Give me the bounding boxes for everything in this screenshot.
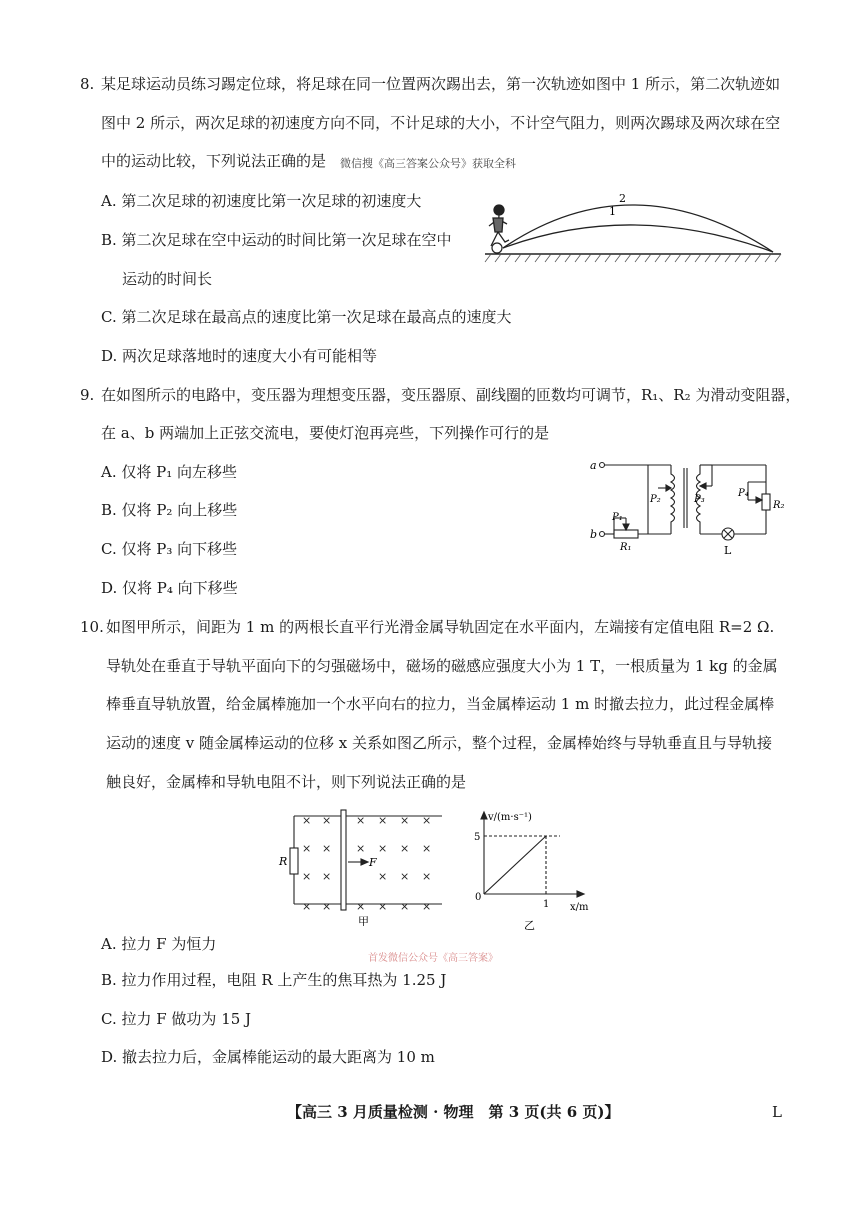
svg-text:×: × [322, 842, 332, 855]
q10-stem-line3: 棒垂直导轨放置，给金属棒施加一个水平向右的拉力，当金属棒运动 1 m 时撤去拉力，此过程金属棒 [106, 695, 775, 713]
terminal-b-label: b [590, 528, 598, 541]
q8-stem-line3: 中的运动比较，下列说法正确的是 [101, 152, 327, 170]
force-f-label: F [369, 856, 377, 869]
q10-option-d: D. 撤去拉力后，金属棒能运动的最大距离为 10 m [101, 1048, 435, 1066]
q9-option-c: C. 仅将 P₃ 向下移些 [101, 540, 238, 558]
q10-figure-jia [276, 806, 444, 926]
svg-text:×: × [322, 814, 332, 827]
r2-label: R₂ [773, 500, 785, 511]
q8-option-b-line1: B. 第二次足球在空中运动的时间比第一次足球在空中 [101, 231, 452, 249]
p1-label: P₁ [612, 512, 623, 523]
footer-version: L [772, 1103, 782, 1121]
q8-inline-note: 微信搜《高三答案公众号》获取全科 [340, 157, 516, 170]
svg-text:×: × [356, 842, 366, 855]
svg-text:×: × [400, 900, 410, 913]
resistor-r-label: R [279, 855, 288, 868]
q10-stem-line4: 运动的速度 v 随金属棒运动的位移 x 关系如图乙所示，整个过程，金属棒始终与导轨垂直且与导轨接 [106, 734, 773, 752]
svg-text:×: × [356, 814, 366, 827]
q8-trajectory-figure [483, 188, 783, 266]
p3-label: P₃ [694, 494, 705, 505]
player-icon [489, 205, 509, 246]
lamp-label: L [724, 544, 732, 557]
y-tick-5: 5 [474, 832, 481, 843]
terminal-a-label: a [590, 459, 597, 472]
svg-text:×: × [302, 814, 312, 827]
q8-stem-line1: 某足球运动员练习踢定位球，将足球在同一位置两次踢出去，第一次轨迹如图中 1 所示，第二次轨迹如 [101, 75, 781, 93]
axis-v-label: v/(m·s⁻¹) [488, 812, 532, 823]
svg-text:×: × [378, 842, 388, 855]
svg-text:×: × [302, 900, 312, 913]
football-icon [492, 243, 502, 253]
p2-label: P₂ [650, 494, 661, 505]
svg-text:×: × [400, 842, 410, 855]
svg-text:×: × [400, 870, 410, 883]
trajectory-label-1: 1 [609, 205, 616, 218]
q10-option-b: B. 拉力作用过程，电阻 R 上产生的焦耳热为 1.25 J [101, 971, 447, 989]
svg-text:×: × [302, 870, 312, 883]
trajectory-2 [503, 205, 773, 252]
svg-text:×: × [356, 900, 366, 913]
axis-x-label: x/m [570, 902, 589, 913]
x-tick-1: 1 [543, 899, 550, 910]
trajectory-label-2: 2 [619, 192, 626, 205]
q8-stem-line2: 图中 2 所示，两次足球的初速度方向不同，不计足球的大小，不计空气阻力，则两次踢球及两次球在空 [101, 114, 781, 132]
footer-page-info: 【高三 3 月质量检测 · 物理 第 3 页(共 6 页)】 [287, 1103, 620, 1121]
svg-text:×: × [322, 870, 332, 883]
q9-stem-line2: 在 a、b 两端加上正弦交流电，要使灯泡再亮些，下列操作可行的是 [101, 424, 550, 442]
svg-text:×: × [322, 900, 332, 913]
svg-text:×: × [378, 900, 388, 913]
svg-text:×: × [400, 814, 410, 827]
q9-option-d: D. 仅将 P₄ 向下移些 [101, 579, 238, 597]
q10-stem-line2: 导轨处在垂直于导轨平面向下的匀强磁场中，磁场的磁感应强度大小为 1 T，一根质量为 1 kg 的金属 [106, 657, 778, 675]
q10-stem-line5: 触良好，金属棒和导轨电阻不计，则下列说法正确的是 [106, 773, 467, 791]
q10-figure-yi [462, 806, 622, 934]
q9-stem-line1: 在如图所示的电路中，变压器为理想变压器，变压器原、副线圈的匝数均可调节，R₁、R₂ 为滑动变阻器， [101, 386, 801, 404]
svg-text:×: × [422, 900, 432, 913]
watermark-text: 首发微信公众号《高三答案》 [368, 953, 498, 964]
svg-text:×: × [422, 870, 432, 883]
q10-option-c: C. 拉力 F 做功为 15 J [101, 1010, 252, 1028]
q10-option-a: A. 拉力 F 为恒力 [101, 935, 217, 953]
r1-label: R₁ [620, 542, 632, 553]
q10-stem-line1: 如图甲所示，间距为 1 m 的两根长直平行光滑金属导轨固定在水平面内，左端接有定值电阻 R=2 Ω. [106, 618, 775, 636]
q8-option-d: D. 两次足球落地时的速度大小有可能相等 [101, 347, 378, 365]
q9-option-b: B. 仅将 P₂ 向上移些 [101, 501, 238, 519]
svg-text:×: × [422, 814, 432, 827]
svg-text:×: × [422, 842, 432, 855]
svg-text:×: × [302, 842, 312, 855]
figure-yi-caption: 乙 [524, 919, 535, 932]
svg-text:×: × [378, 870, 388, 883]
q8-option-c: C. 第二次足球在最高点的速度比第一次足球在最高点的速度大 [101, 308, 512, 326]
q8-option-b-line2: 运动的时间长 [122, 270, 213, 288]
q10-number: 10. [80, 618, 104, 636]
p4-label: P₄ [738, 488, 749, 499]
q9-option-a: A. 仅将 P₁ 向左移些 [101, 463, 238, 481]
q9-circuit-figure [588, 452, 788, 560]
q8-option-a: A. 第二次足球的初速度比第一次足球的初速度大 [101, 192, 422, 210]
q8-number: 8. [80, 75, 95, 93]
q9-number: 9. [80, 386, 95, 404]
origin-label: 0 [475, 892, 482, 903]
svg-text:×: × [378, 814, 388, 827]
figure-jia-caption: 甲 [358, 915, 369, 926]
velocity-line [484, 836, 546, 894]
